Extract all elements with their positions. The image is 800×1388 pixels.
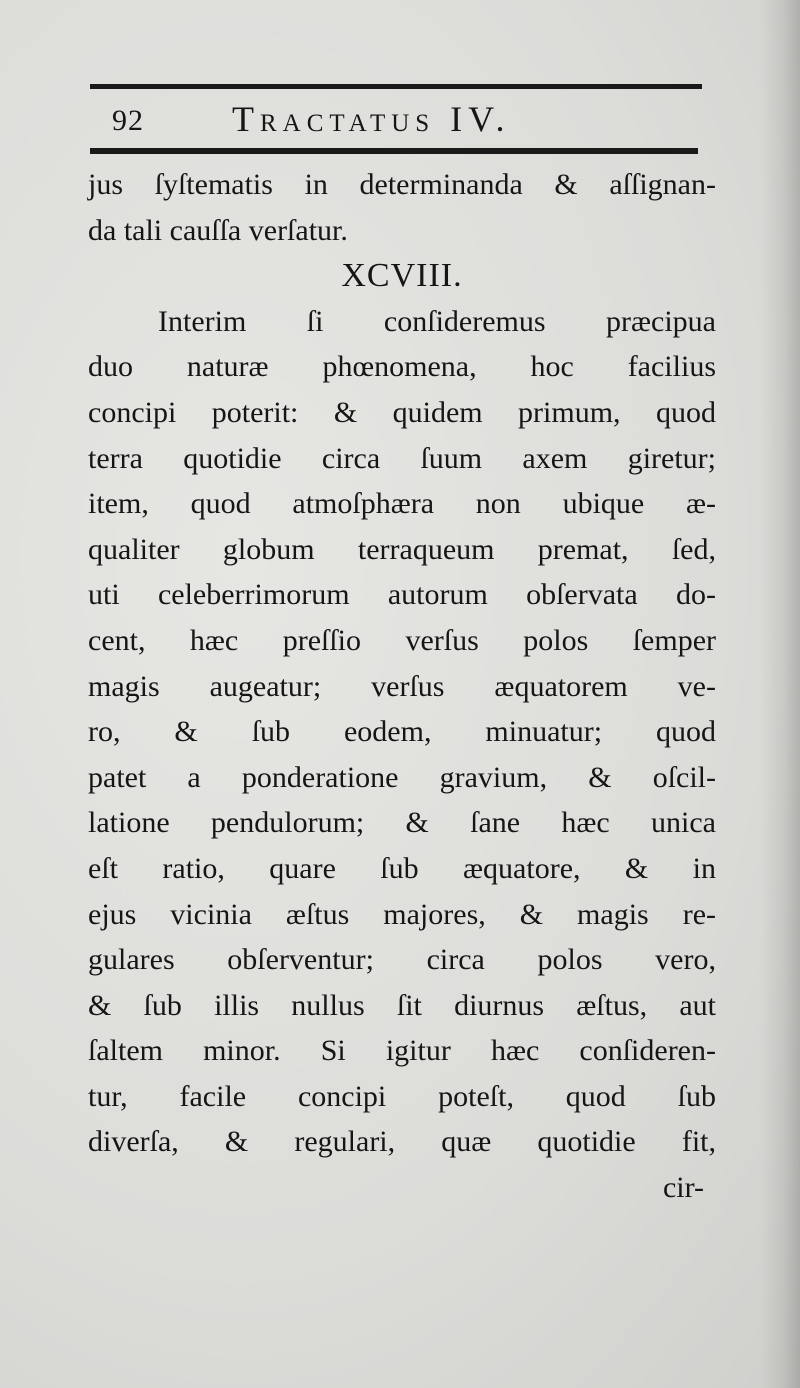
header-rule-top bbox=[90, 84, 702, 89]
paragraph-line: terra quotidie circa ſuum axem giretur; bbox=[88, 441, 716, 475]
paragraph-first-line: Interim ſi conſideremus præcipua bbox=[158, 304, 716, 338]
running-head bbox=[112, 98, 692, 142]
paragraph-line: diverſa, & regulari, quæ quotidie fit, bbox=[88, 1125, 716, 1159]
paragraph-line: qualiter globum terraqueum premat, ſed, bbox=[88, 532, 716, 566]
text-line: da tali cauſſa verſatur. bbox=[88, 213, 348, 247]
paragraph-line: & ſub illis nullus ſit diurnus æſtus, aut bbox=[88, 988, 716, 1022]
paragraph-line: patet a ponderatione gravium, & oſcil- bbox=[88, 760, 716, 794]
page-number: 92 bbox=[112, 104, 144, 137]
paragraph-line: ejus vicinia æſtus majores, & magis re- bbox=[88, 897, 716, 931]
catchword: cir- bbox=[662, 1171, 704, 1205]
paragraph-line: item, quod atmoſphæra non ubique æ- bbox=[88, 487, 716, 521]
page-text bbox=[88, 162, 716, 1211]
paragraph-line: tur, facile concipi poteſt, quod ſub bbox=[88, 1079, 716, 1113]
paragraph-line: ſaltem minor. Si igitur hæc conſideren- bbox=[88, 1034, 716, 1068]
paragraph-line: duo naturæ phœnomena, hoc facilius bbox=[88, 350, 716, 384]
paragraph-line: concipi poterit: & quidem primum, quod bbox=[88, 395, 716, 429]
paragraph-line: ro, & ſub eodem, minuatur; quod bbox=[88, 715, 716, 749]
section-heading: XCVIII. bbox=[341, 257, 463, 295]
paragraph-line: eſt ratio, quare ſub æquatore, & in bbox=[88, 851, 716, 885]
paragraph-line: magis augeatur; verſus æquatorem ve- bbox=[88, 669, 716, 703]
paragraph-line: uti celeberrimorum autorum obſervata do- bbox=[88, 578, 716, 612]
paragraph-line: latione pendulorum; & ſane hæc unica bbox=[88, 806, 716, 840]
running-head-title: Tractatus IV. bbox=[232, 99, 511, 139]
paragraph-line: cent, hæc preſſio verſus polos ſemper bbox=[88, 623, 716, 657]
header-rule-bottom bbox=[90, 148, 698, 154]
paragraph-line: gulares obſerventur; circa polos vero, bbox=[88, 943, 716, 977]
text-line: jus ſyſtematis in determinanda & aſſignan- bbox=[88, 168, 716, 201]
page-gutter-shadow bbox=[760, 0, 800, 1388]
